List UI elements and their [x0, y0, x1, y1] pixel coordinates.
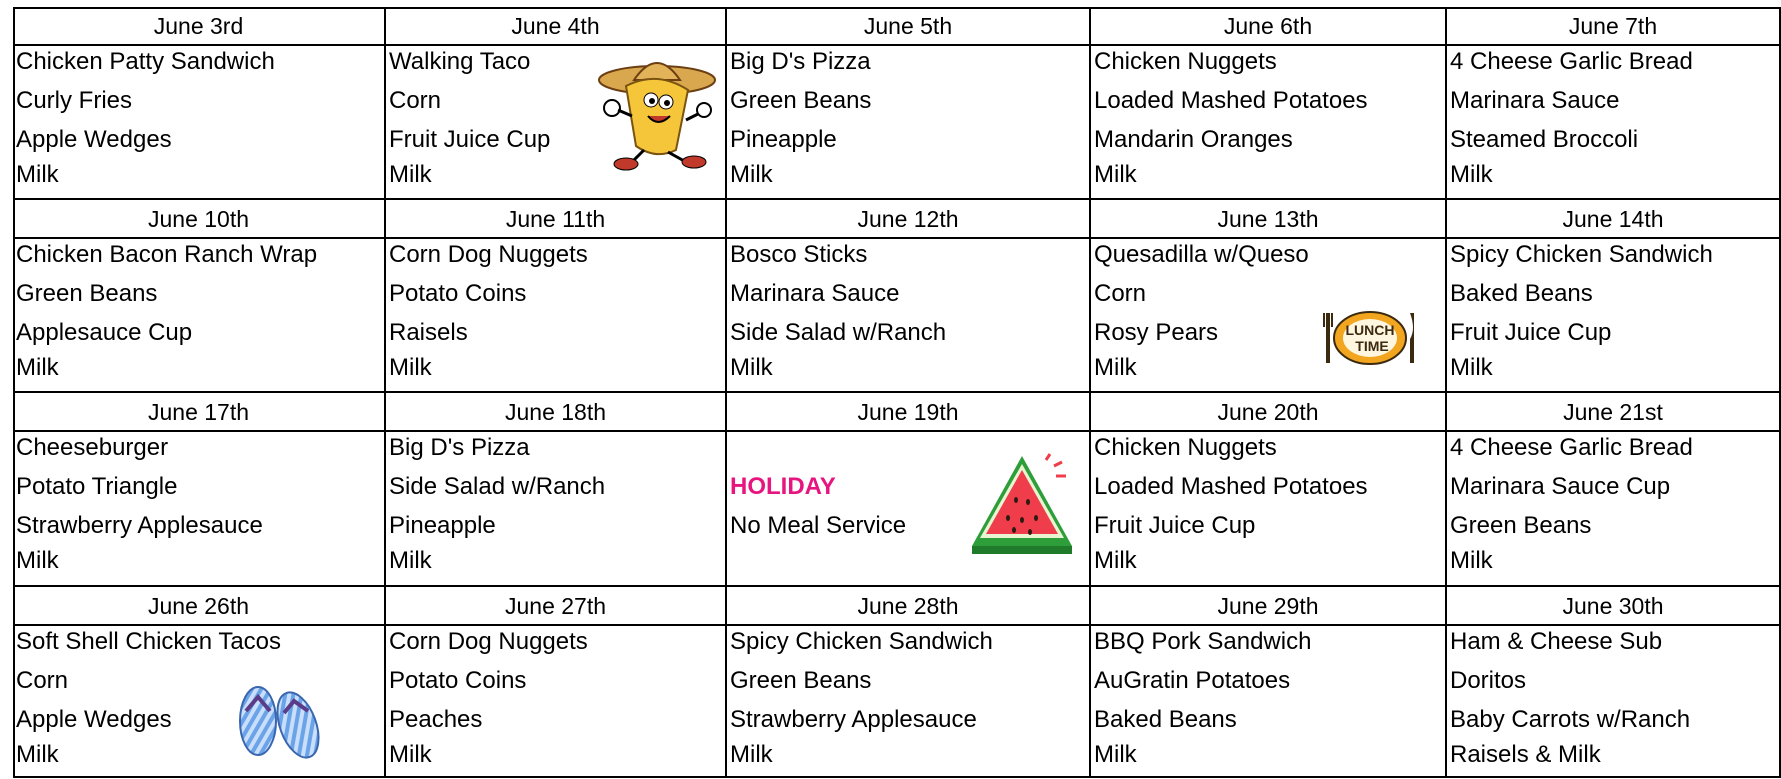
menu-item: Milk: [16, 547, 59, 574]
day-menu-cell: [386, 432, 727, 587]
day-header: June 4th: [386, 7, 727, 46]
menu-item: 4 Cheese Garlic Bread: [1450, 48, 1693, 75]
menu-item: Rosy Pears: [1094, 319, 1219, 346]
walking-taco-icon: [596, 50, 718, 172]
day-menu-cell: [727, 239, 1091, 393]
day-menu-cell: [1447, 432, 1781, 587]
day-header: June 29th: [1091, 587, 1447, 626]
day-header: June 28th: [727, 587, 1091, 626]
menu-item: Mandarin Oranges: [1094, 126, 1293, 153]
menu-item: Milk: [730, 161, 773, 188]
menu-item: Milk: [16, 354, 59, 381]
menu-item: Green Beans: [730, 87, 872, 114]
menu-item: Chicken Nuggets: [1094, 434, 1277, 461]
day-menu-cell: [13, 432, 386, 587]
menu-item: Green Beans: [1450, 512, 1592, 539]
menu-item: Chicken Bacon Ranch Wrap: [16, 241, 318, 268]
menu-item: Marinara Sauce: [1450, 87, 1620, 114]
day-header: June 13th: [1091, 200, 1447, 239]
menu-item: Potato Coins: [389, 667, 527, 694]
menu-item: 4 Cheese Garlic Bread: [1450, 434, 1693, 461]
menu-item: Baked Beans: [1094, 706, 1237, 733]
menu-item: Milk: [730, 741, 773, 768]
menu-item: Milk: [16, 741, 59, 768]
menu-item: Fruit Juice Cup: [1450, 319, 1612, 346]
menu-item: Raisels: [389, 319, 468, 346]
menu-item: Doritos: [1450, 667, 1527, 694]
menu-item: Spicy Chicken Sandwich: [730, 628, 993, 655]
menu-item: Milk: [1094, 547, 1137, 574]
day-menu-cell: [1447, 239, 1781, 393]
menu-item: Side Salad w/Ranch: [389, 473, 606, 500]
day-header: June 20th: [1091, 393, 1447, 432]
menu-item: Corn: [1094, 280, 1147, 307]
menu-item: Green Beans: [730, 667, 872, 694]
menu-item: Pineapple: [389, 512, 496, 539]
day-menu-cell: [1091, 626, 1447, 778]
menu-item: Strawberry Applesauce: [16, 512, 263, 539]
menu-item: Apple Wedges: [16, 126, 172, 153]
menu-item: Spicy Chicken Sandwich: [1450, 241, 1713, 268]
menu-item: Chicken Nuggets: [1094, 48, 1277, 75]
menu-item: Milk: [1094, 161, 1137, 188]
menu-item: Peaches: [389, 706, 483, 733]
menu-item: Cheeseburger: [16, 434, 169, 461]
lunch-menu-calendar: [13, 7, 1781, 778]
day-header: June 26th: [13, 587, 386, 626]
day-menu-cell: [13, 239, 386, 393]
day-header: June 14th: [1447, 200, 1781, 239]
day-header: June 11th: [386, 200, 727, 239]
menu-item: Chicken Patty Sandwich: [16, 48, 275, 75]
menu-item: Milk: [1094, 741, 1137, 768]
day-menu-cell: [1447, 46, 1781, 200]
menu-item: Corn: [16, 667, 69, 694]
day-header: June 6th: [1091, 7, 1447, 46]
menu-item: Walking Taco: [389, 48, 531, 75]
day-header: June 3rd: [13, 7, 386, 46]
day-menu-cell: [13, 626, 386, 778]
day-menu-cell: [386, 239, 727, 393]
menu-item: Corn: [389, 87, 442, 114]
menu-item: AuGratin Potatoes: [1094, 667, 1291, 694]
holiday-label: HOLIDAY: [730, 473, 836, 500]
menu-item: Milk: [730, 354, 773, 381]
day-menu-cell: [386, 626, 727, 778]
menu-item: Big D's Pizza: [389, 434, 530, 461]
menu-item: Bosco Sticks: [730, 241, 868, 268]
menu-item: Curly Fries: [16, 87, 133, 114]
day-header: June 19th: [727, 393, 1091, 432]
day-header: June 17th: [13, 393, 386, 432]
menu-item: Pineapple: [730, 126, 837, 153]
menu-item: Applesauce Cup: [16, 319, 193, 346]
day-header: June 21st: [1447, 393, 1781, 432]
menu-item: Milk: [1450, 161, 1493, 188]
menu-item: Milk: [1094, 354, 1137, 381]
day-menu-cell: [1091, 432, 1447, 587]
lunch-time-text-1: LUNCH: [1345, 322, 1395, 338]
menu-item: Potato Coins: [389, 280, 527, 307]
menu-item: Fruit Juice Cup: [1094, 512, 1256, 539]
menu-item: Corn Dog Nuggets: [389, 241, 588, 268]
menu-item: No Meal Service: [730, 512, 907, 539]
menu-item: Milk: [389, 161, 432, 188]
menu-item: Milk: [1450, 354, 1493, 381]
menu-item: Marinara Sauce Cup: [1450, 473, 1671, 500]
lunch-time-text-2: TIME: [1355, 338, 1389, 354]
menu-item: Potato Triangle: [16, 473, 178, 500]
menu-item: Milk: [389, 741, 432, 768]
menu-item: Milk: [389, 547, 432, 574]
menu-item: Loaded Mashed Potatoes: [1094, 473, 1368, 500]
menu-item: Corn Dog Nuggets: [389, 628, 588, 655]
day-header: June 7th: [1447, 7, 1781, 46]
menu-item: Green Beans: [16, 280, 158, 307]
menu-item: Milk: [16, 161, 59, 188]
menu-item: Baked Beans: [1450, 280, 1593, 307]
menu-item: Milk: [389, 354, 432, 381]
day-menu-cell: [13, 46, 386, 200]
day-menu-cell: [727, 46, 1091, 200]
menu-item: Quesadilla w/Queso: [1094, 241, 1309, 268]
menu-item: Loaded Mashed Potatoes: [1094, 87, 1368, 114]
menu-item: Side Salad w/Ranch: [730, 319, 947, 346]
watermelon-slice-icon: [966, 450, 1078, 562]
flip-flops-icon: [230, 683, 330, 763]
lunch-time-icon: [1322, 305, 1418, 371]
menu-item: Marinara Sauce: [730, 280, 900, 307]
day-menu-cell: [1447, 626, 1781, 778]
day-header: June 10th: [13, 200, 386, 239]
menu-item: Soft Shell Chicken Tacos: [16, 628, 282, 655]
menu-item: Apple Wedges: [16, 706, 172, 733]
menu-item: Strawberry Applesauce: [730, 706, 977, 733]
day-header: June 18th: [386, 393, 727, 432]
menu-item: Steamed Broccoli: [1450, 126, 1639, 153]
day-header: June 5th: [727, 7, 1091, 46]
day-header: June 30th: [1447, 587, 1781, 626]
menu-item: Fruit Juice Cup: [389, 126, 551, 153]
menu-item: Big D's Pizza: [730, 48, 871, 75]
menu-item: Baby Carrots w/Ranch: [1450, 706, 1691, 733]
menu-item: Raisels & Milk: [1450, 741, 1601, 768]
menu-item: Ham & Cheese Sub: [1450, 628, 1663, 655]
day-menu-cell: [1091, 46, 1447, 200]
day-header: June 12th: [727, 200, 1091, 239]
menu-item: Milk: [1450, 547, 1493, 574]
day-header: June 27th: [386, 587, 727, 626]
day-menu-cell: [727, 626, 1091, 778]
menu-item: BBQ Pork Sandwich: [1094, 628, 1312, 655]
